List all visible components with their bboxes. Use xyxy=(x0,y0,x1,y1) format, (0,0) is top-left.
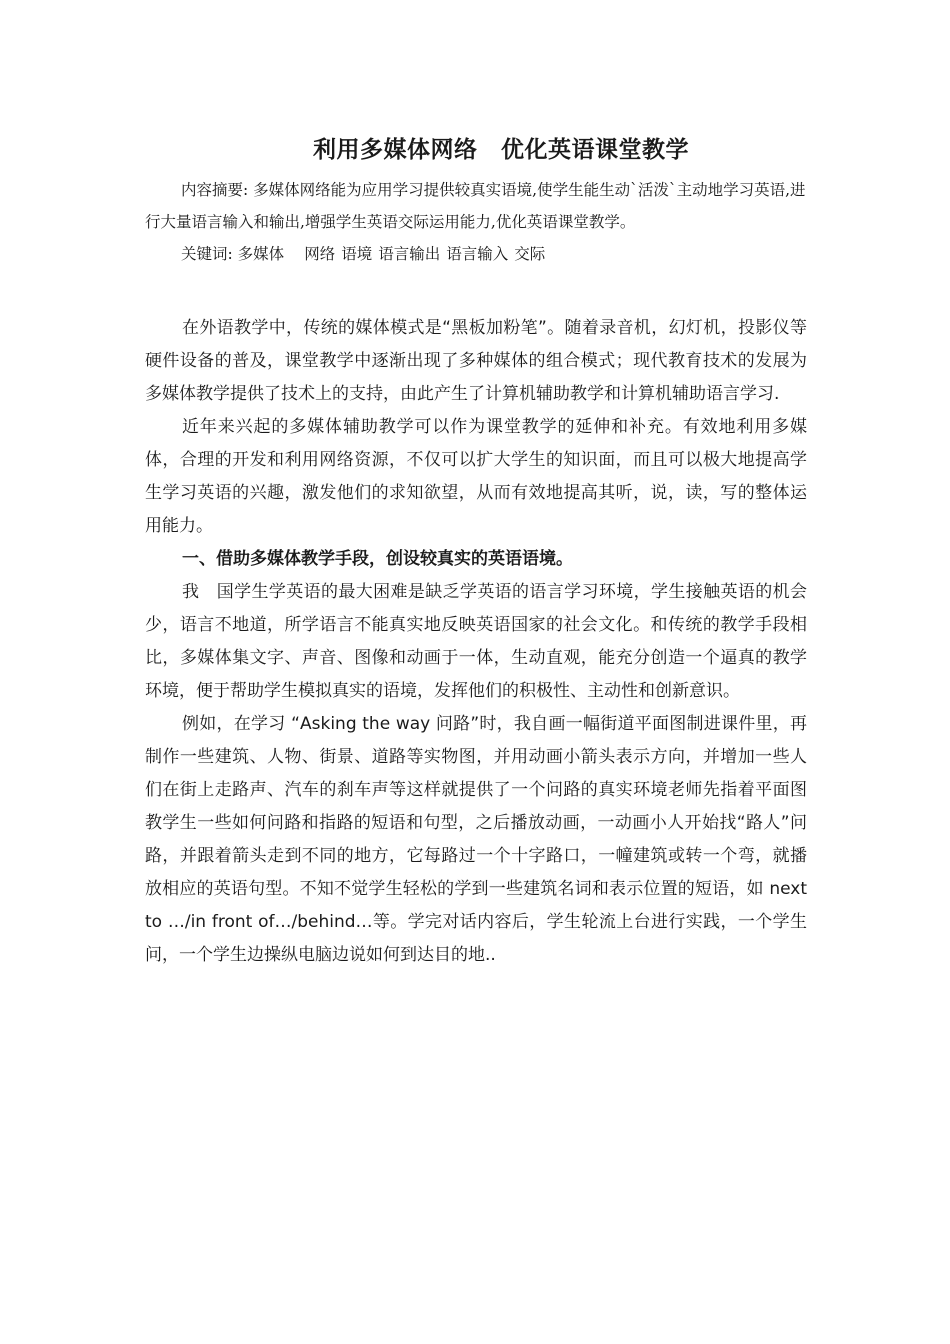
keyword: 语言输入 xyxy=(446,245,509,263)
body-paragraph: 我 国学生学英语的最大困难是缺乏学英语的语言学习环境，学生接触英语的机会少，语言不地道，所学语言不能真实地反映英语国家的社会文化。和传统的教学手段相比，多媒体集文字、声音、图像和动画于一体，生动直观，能充分创造一个逼真的教学环境，便于帮助学生模拟真实的语境，发挥他们的积极性、主动性和创新意识。 xyxy=(145,582,807,701)
body-paragraph: 在外语教学中，传统的媒体模式是“黑板加粉笔”。随着录音机，幻灯机，投影仪等硬件设备的普及，课堂教学中逐渐出现了多种媒体的组合模式；现代教育技术的发展为多媒体教学提供了技术上的支持，由此产生了计算机辅助教学和计算机辅助语言学习. xyxy=(145,318,807,404)
abstract-label: 内容摘要: xyxy=(181,181,249,199)
keyword: 交际 xyxy=(514,245,546,263)
body-paragraph: 例如，在学习 “Asking the way 问路”时，我自画一幅街道平面图制进课件里，再制作一些建筑、人物、街景、道路等实物图，并用动画小箭头表示方向，并增加一些人们在街上走路声、汽车的刹车声等这样就提供了一个问路的真实环境老师先指着平面图教学生一些如何问路和指路的短语和句型，之后播放动画，一动画小人开始找“路人”问路，并跟着箭头走到不同的地方，它每路过一个十字路口，一幢建筑或转一个弯，就播放相应的英语句型。不知不觉学生轻松的学到一些建筑名词和表示位置的短语，如 next to …/in front of…/behind…等。学完对话内容后，学生轮流上台进行实践，一个学生问，一个学生边操纵电脑边说如何到达目的地.. xyxy=(145,714,807,965)
abstract xyxy=(145,174,807,238)
keyword: 多媒体 xyxy=(237,245,285,263)
document-title: 利用多媒体网络 优化英语课堂教学 xyxy=(313,137,689,163)
abstract-text: 多媒体网络能为应用学习提供较真实语境,使学生能生动`活泼`主动地学习英语,进行大量语言输入和输出,增强学生英语交际运用能力,优化英语课堂教学。 xyxy=(145,181,806,231)
body-paragraph: 近年来兴起的多媒体辅助教学可以作为课堂教学的延伸和补充。有效地利用多媒体，合理的开发和利用网络资源，不仅可以扩大学生的知识面，而且可以极大地提高学生学习英语的兴趣，激发他们的求知欲望，从而有效地提高其听，说，读，写的整体运用能力。 xyxy=(145,417,807,536)
document-page xyxy=(145,128,807,972)
keywords xyxy=(145,238,807,270)
keyword: 语言输出 xyxy=(378,245,441,263)
keyword: 网络 xyxy=(304,245,336,263)
section-heading: 一、借助多媒体教学手段，创设较真实的英语语境。 xyxy=(182,549,573,569)
keywords-label: 关键词: xyxy=(181,245,233,263)
keyword: 语境 xyxy=(341,245,373,263)
